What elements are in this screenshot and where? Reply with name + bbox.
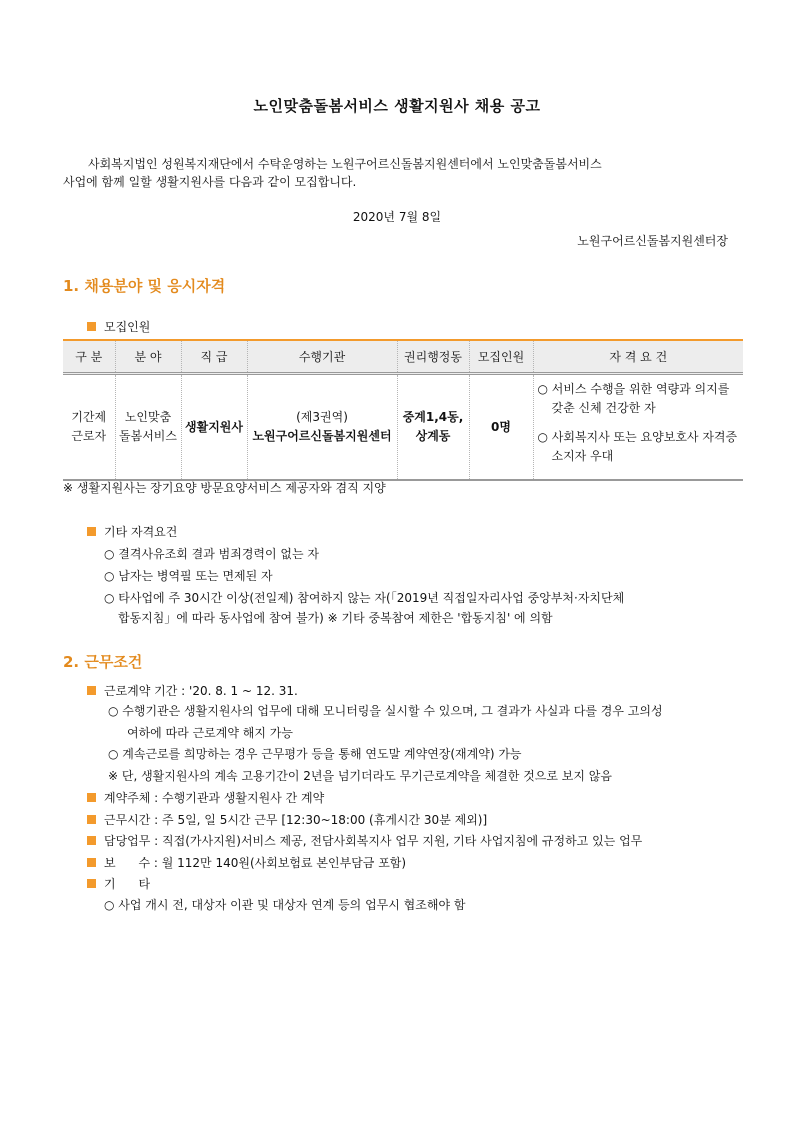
announcement-date: 2020년 7월 8일 <box>352 210 442 224</box>
list-item: ※ 단, 생활지원사의 계속 고용기간이 2년을 넘기더라도 무기근로계약을 체결한 것으로 보지 않음 <box>108 769 612 783</box>
orange-square-bullet-icon <box>87 793 96 802</box>
contract-party: 계약주체 : 수행기관과 생활지원사 간 계약 <box>87 789 324 806</box>
list-item: ○ 타사업에 주 30시간 이상(전일제) 참여하지 않는 자(「2019년 직접일자리사업 중앙부처·자치단체 <box>104 591 625 605</box>
col-header-dong: 권리행정동 <box>397 340 469 374</box>
orange-square-bullet-icon <box>87 858 96 867</box>
col-header-requirements: 자 격 요 건 <box>533 340 743 374</box>
col-header-type: 구 분 <box>63 340 115 374</box>
table-note: ※ 생활지원사는 장기요양 방문요양서비스 제공자와 겸직 지양 <box>63 481 386 495</box>
section-2-heading: 2. 근무조건 <box>63 653 143 671</box>
signer: 노원구어르신돌봄지원센터장 <box>577 234 728 248</box>
intro-line-1: 사회복지법인 성원복지재단에서 수탁운영하는 노원구어르신돌봄지원센터에서 노인맞춤돌봄서비스 <box>88 157 602 171</box>
cell-field: 노인맞춤 돌봄서비스 <box>115 374 181 481</box>
list-item-continued: 합동지침」에 따라 동사업에 참여 불가) ※ 기타 중복참여 제한은 '합동지침' 에 의함 <box>118 611 553 625</box>
list-item: ○ 수행기관은 생활지원사의 업무에 대해 모니터링을 실시할 수 있으며, 그 결과가 사실과 다를 경우 고의성 <box>108 704 663 718</box>
cell-grade: 생활지원사 <box>181 374 247 481</box>
list-item: ○ 계속근로를 희망하는 경우 근무평가 등을 통해 연도말 계약연장(재계약) 가능 <box>108 747 522 761</box>
etc-label: 기 타 <box>87 875 150 892</box>
page-title: 노인맞춤돌봄서비스 생활지원사 채용 공고 <box>253 97 541 115</box>
cell-requirements: ○ 서비스 수행을 위한 역량과 의지를 갖춘 신체 건강한 자 ○ 사회복지사 또는 요양보호사 자격증 소지자 우대 <box>533 374 743 481</box>
col-header-field: 분 야 <box>115 340 181 374</box>
cell-type: 기간제 근로자 <box>63 374 115 481</box>
list-item: ○ 사업 개시 전, 대상자 이관 및 대상자 연계 등의 업무시 협조해야 함 <box>104 898 466 912</box>
pay: 보 수 : 월 112만 140원(사회보험료 본인부담금 포함) <box>87 854 406 871</box>
work-hours: 근무시간 : 주 5일, 일 5시간 근무 [12:30~18:00 (휴게시간 30분 제외)] <box>87 811 487 828</box>
list-item: ○ 남자는 병역필 또는 면제된 자 <box>104 569 273 583</box>
col-header-grade: 직 급 <box>181 340 247 374</box>
duties: 담당업무 : 직접(가사지원)서비스 제공, 전담사회복지사 업무 지원, 기타 사업지침에 규정하고 있는 업무 <box>87 832 642 849</box>
col-header-org: 수행기관 <box>247 340 397 374</box>
col-header-count: 모집인원 <box>469 340 533 374</box>
cell-dong: 중계1,4동, 상계동 <box>397 374 469 481</box>
orange-square-bullet-icon <box>87 686 96 695</box>
intro-line-2: 사업에 함께 일할 생활지원사를 다음과 같이 모집합니다. <box>63 175 357 189</box>
orange-square-bullet-icon <box>87 527 96 536</box>
orange-square-bullet-icon <box>87 879 96 888</box>
list-item-continued: 여하에 따라 근로계약 해지 가능 <box>127 726 293 740</box>
cell-org: (제3권역) 노원구어르신돌봄지원센터 <box>247 374 397 481</box>
list-item: ○ 결격사유조회 결과 범죄경력이 없는 자 <box>104 547 320 561</box>
orange-square-bullet-icon <box>87 322 96 331</box>
section-1-heading: 1. 채용분야 및 응시자격 <box>63 277 226 295</box>
recruitment-table <box>63 339 743 481</box>
other-requirements-label: 기타 자격요건 <box>87 523 177 540</box>
table-row <box>63 374 743 481</box>
recruit-label: 모집인원 <box>87 318 150 335</box>
table-header-row <box>63 340 743 374</box>
orange-square-bullet-icon <box>87 815 96 824</box>
contract-period: 근로계약 기간 : '20. 8. 1 ~ 12. 31. <box>87 682 298 699</box>
cell-count: 0명 <box>469 374 533 481</box>
orange-square-bullet-icon <box>87 836 96 845</box>
